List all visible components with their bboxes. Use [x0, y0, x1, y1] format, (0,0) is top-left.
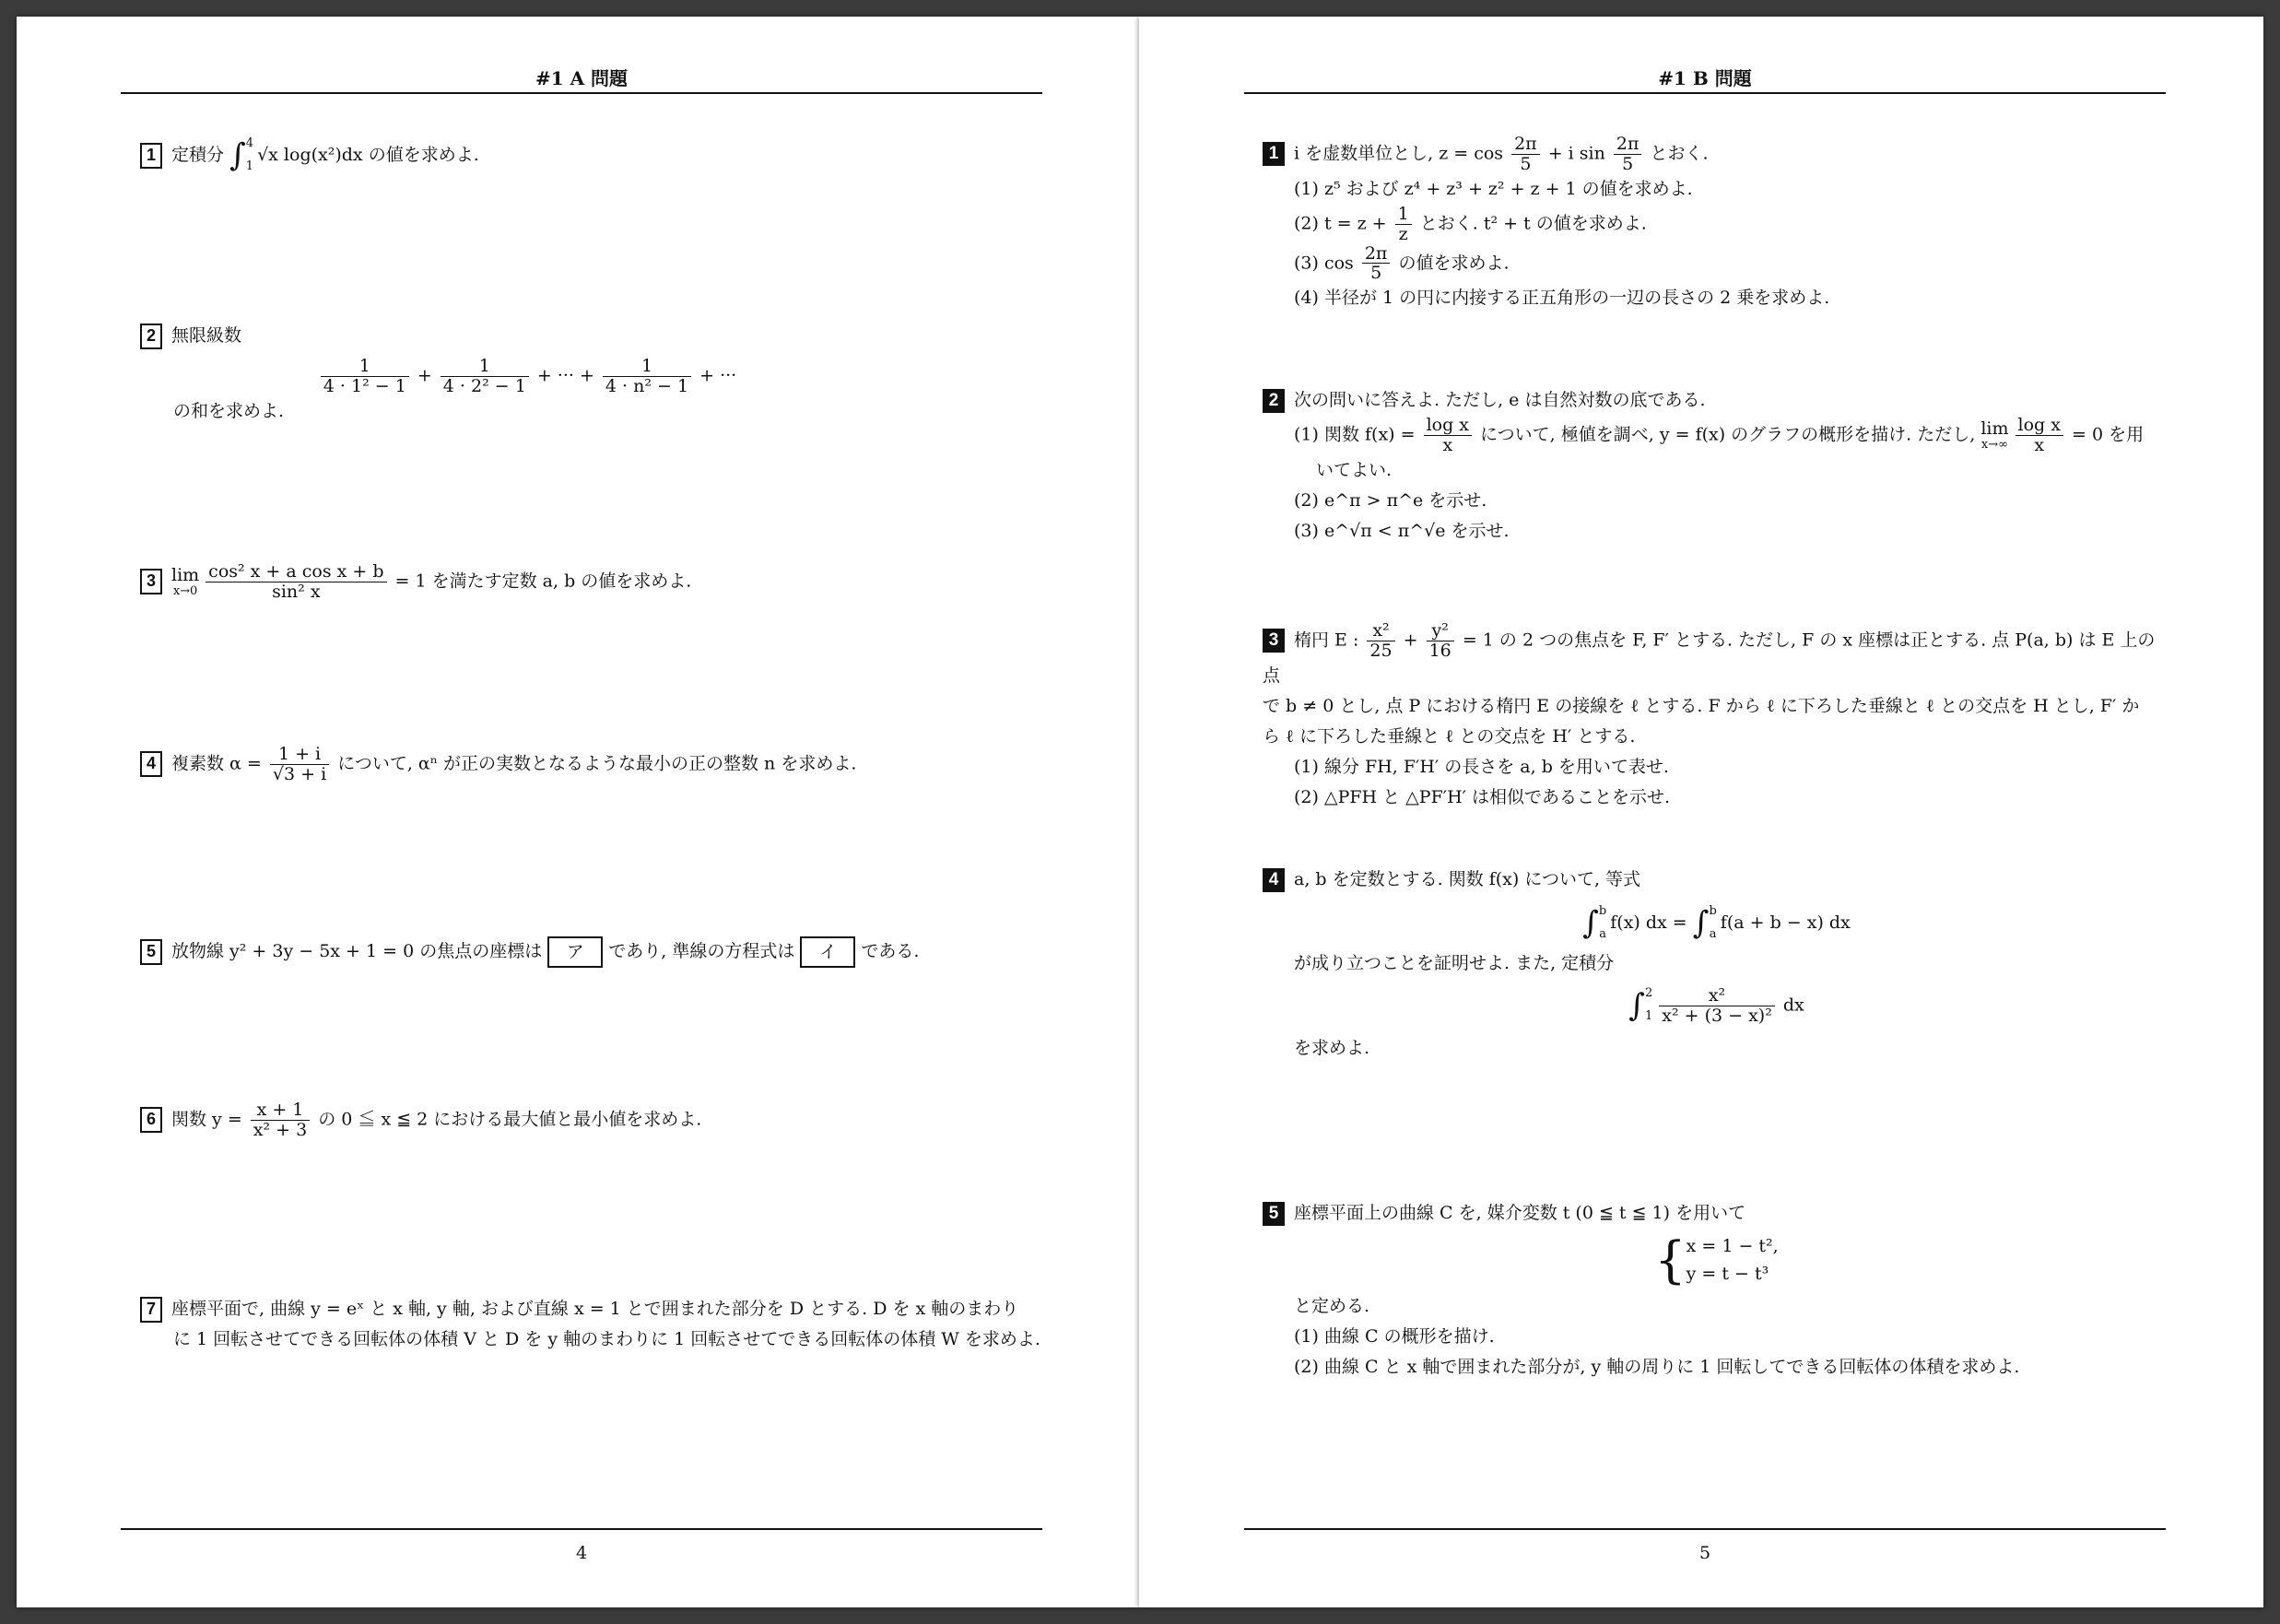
- problem-text: が成り立つことを証明せよ. また, 定積分: [1294, 952, 1615, 973]
- problem-b5: 5 座標平面上の曲線 C を, 媒介変数 t (0 ≦ t ≦ 1) を用いて { x = 1 − t², y = t − t³ と定める. (1) 曲線 C の概形を描け. (2) 曲線 C と x 軸で囲まれた部分が, y 軸の周りに 1 回転してできる回転体の体積を求めよ.: [1263, 1198, 2170, 1383]
- problem-text: の 0 ≦ x ≦ 2 における最大値と最小値を求めよ.: [318, 1109, 702, 1130]
- page-header: #1 A 問題: [121, 65, 1042, 94]
- page-right: [1139, 17, 2263, 1607]
- page-number: 5: [1244, 1528, 2166, 1578]
- page-header: #1 B 問題: [1244, 65, 2166, 94]
- integral-sign: ∫: [229, 136, 246, 174]
- sub-question: (4) 半径が 1 の円に内接する正五角形の一辺の長さの 2 乗を求めよ.: [1294, 288, 1830, 309]
- problem-a5: [140, 936, 1043, 968]
- sub-question: (3) e^√π < π^√e を示せ.: [1294, 520, 1510, 541]
- problem-b1: 1 i を虚数単位とし, z = cos $\frac{2\pi}{5}$ + i sin $\frac{2\pi}{5}$ とおく. (1) z⁵ および z⁴ + z³ + z² + z + 1 の値を求めよ. (2) t = z + $\frac{1}{z}$ とおく. t² + t の値を求めよ. (3) cos $\frac{2\pi}{5}$ の値を求めよ. (4) 半径が 1 の円に内接する正五角形の一辺の長さの 2 乗を求めよ.: [1263, 135, 2170, 313]
- problem-a4: 4 複素数 α = $\frac{1 + i}{√3 + i}$ について, αⁿ が正の実数となるような最小の正の整数 n を求めよ.: [140, 745, 1043, 784]
- page-left: [17, 17, 1139, 1607]
- sub-question: (2) 曲線 C と x 軸で囲まれた部分が, y 軸の周りに 1 回転してできる回転体の体積を求めよ.: [1294, 1357, 2020, 1377]
- sub-question: (2) t = z + $\frac{1}{z}$ とおく. t² + t の値を求めよ.: [1294, 203, 1647, 244]
- problem-a2: [140, 321, 1043, 427]
- sub-question: (1) 曲線 C の概形を描け.: [1294, 1326, 1495, 1347]
- problem-text: の和を求めよ.: [173, 400, 285, 421]
- problem-text: で b ≠ 0 とし, 点 P における楕円 E の接線を ℓ とする. F から ℓ に下ろした垂線と ℓ との交点を H とし, F′ か: [1263, 695, 2140, 716]
- problem-text: の値を求めよ.: [368, 144, 479, 165]
- answer-box-i[interactable]: イ: [800, 936, 855, 968]
- page-number: 4: [121, 1528, 1042, 1578]
- problem-number: 4: [140, 751, 162, 777]
- problem-number: 5: [1263, 1202, 1285, 1226]
- answer-box-a[interactable]: ア: [547, 936, 603, 968]
- problem-text: である.: [861, 941, 920, 961]
- sub-question-cont: いてよい.: [1316, 459, 1393, 480]
- problem-number: 2: [1263, 389, 1285, 413]
- problem-text: と定める.: [1294, 1296, 1370, 1316]
- problem-number: 1: [140, 143, 162, 169]
- sub-question: (1) 線分 FH, F′H′ の長さを a, b を用いて表せ.: [1294, 756, 1669, 777]
- problem-number: 2: [140, 324, 162, 349]
- integrand: √x log(x²)dx: [257, 144, 363, 165]
- problem-text: 定積分: [171, 144, 225, 165]
- problem-text: 複素数 α =: [171, 753, 262, 774]
- sub-question: (3) cos $\frac{2\pi}{5}$ の値を求めよ.: [1294, 242, 1510, 284]
- integral-limits: 4 1: [245, 136, 254, 173]
- problem-text: であり, 準線の方程式は: [608, 941, 795, 961]
- sub-question: (2) e^π > π^e を示せ.: [1294, 489, 1487, 511]
- problem-text: 放物線 y² + 3y − 5x + 1 = 0 の焦点の座標は: [171, 941, 543, 961]
- problem-a6: 6 関数 y = $\frac{x + 1}{\text{x² + 3}}$ の 0 ≦ x ≦ 2 における最大値と最小値を求めよ.: [140, 1100, 1043, 1140]
- integral-identity: ∫ b a f(x) dx = ∫ b a f(a + b − x) dx: [1582, 904, 1851, 942]
- problem-number: 6: [140, 1107, 162, 1133]
- problem-text: を求めよ.: [1294, 1037, 1370, 1058]
- parametric-system: { x = 1 − t², y = t − t³: [1654, 1230, 1779, 1289]
- problem-text: 関数 y =: [171, 1109, 242, 1130]
- problem-text: = 1 を満たす定数 a, b の値を求めよ.: [394, 571, 692, 592]
- problem-number: 3: [140, 569, 162, 594]
- problem-b2: 2 次の問いに答えよ. ただし, e は自然対数の底である. (1) 関数 f(x) = $\frac{\text{log x}}{x}$ について, 極値を調べ, y = f(x) のグラフの概形を描け. ただし, lim x→∞ $\frac{\text{log x}}{x}$ = 0 を用 いてよい. (2) e^π > π^e を示せ. (3) e^√π < π^√e を示せ.: [1263, 385, 2170, 547]
- problem-number: 1: [1263, 142, 1285, 166]
- problem-b4: 4 a, b を定数とする. 関数 f(x) について, 等式 ∫ b a f(x) dx = ∫ b a f(a + b − x) dx が成り立つことを証明せよ. また, 定積分 ∫ 2 1 $\frac{\text{x²}}{\text{x² + (3 − x)²}}$ dx を求めよ.: [1263, 865, 2170, 1064]
- problem-number: 7: [140, 1297, 162, 1323]
- problem-a1: [140, 136, 1043, 175]
- problem-number: 5: [140, 939, 162, 965]
- problem-number: 3: [1263, 629, 1285, 653]
- sub-question: (1) 関数 f(x) = $\frac{\text{log x}}{x}$ について, 極値を調べ, y = f(x) のグラフの概形を描け. ただし, lim x→∞ $\frac{\text{log x}}{x}$ = 0 を用: [1294, 415, 2145, 455]
- problem-text: に 1 回転させてできる回転体の体積 V と D を y 軸のまわりに 1 回転させてできる回転体の体積 W を求めよ.: [173, 1329, 1040, 1349]
- sub-question: (1) z⁵ および z⁴ + z³ + z² + z + 1 の値を求めよ.: [1294, 178, 1693, 199]
- series-formula: $\frac{1}{\text{4 · 1² − 1}}$ + $\frac{1}{\text{4 · 2² − 1}}$ + ··· + $\frac{1}{\text{4 · n² − 1}}$ + ···: [11, 357, 1043, 396]
- sub-question: (2) △PFH と △PF′H′ は相似であることを示せ.: [1294, 786, 1671, 807]
- problem-text: 座標平面で, 曲線 y = eˣ と x 軸, y 軸, および直線 x = 1 とで囲まれた部分を D とする. D を x 軸のまわり: [171, 1299, 1019, 1319]
- definite-integral: ∫ 2 1 $\frac{\text{x²}}{\text{x² + (3 − x)²}}$ dx: [1628, 984, 1804, 1026]
- problem-a3: 3 lim x→0 $\frac{\text{cos² x + a cos x + b}}{\text{sin² x}}$ = 1 を満たす定数 a, b の値を求めよ.: [140, 562, 1043, 602]
- problem-b3: 3 楕円 E : $\frac{\text{x²}}{25}$ + $\frac{\text{y²}}{16}$ = 1 の 2 つの焦点を F, F′ とする. ただし, F の x 座標は正とする. 点 P(a, b) は E 上の点 で b ≠ 0 とし, 点 P における楕円 E の接線を ℓ とする. F から ℓ に下ろした垂線と ℓ との交点を H とし, F′ か ら ℓ に下ろした垂線と ℓ との交点を H′ とする. (1) 線分 FH, F′H′ の長さを a, b を用いて表せ. (2) △PFH と △PF′H′ は相似であることを示せ.: [1263, 621, 2170, 813]
- problem-a7: [140, 1294, 1043, 1355]
- problem-text: 無限級数: [171, 325, 242, 346]
- problem-number: 4: [1263, 868, 1285, 892]
- problem-text: について, αⁿ が正の実数となるような最小の正の整数 n を求めよ.: [337, 753, 857, 774]
- limit: lim x→0: [171, 564, 200, 598]
- problem-text: ら ℓ に下ろした垂線と ℓ との交点を H′ とする.: [1263, 725, 1636, 747]
